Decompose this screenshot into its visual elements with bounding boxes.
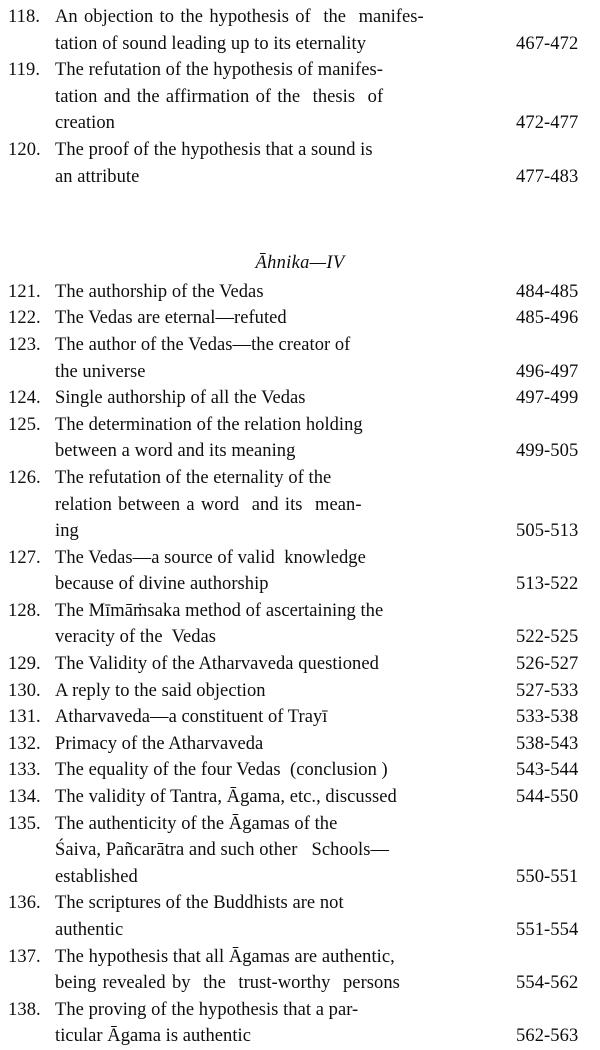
section-spacer	[0, 190, 600, 250]
toc-entry-title: tation and the affirmation of the thesis of	[55, 86, 384, 107]
toc-entry[interactable]	[0, 412, 600, 465]
toc-entry-number: 122.	[8, 308, 41, 329]
toc-entry-number: 128.	[8, 600, 41, 621]
toc-entry[interactable]	[0, 385, 600, 412]
toc-entry-line	[0, 137, 600, 164]
toc-entry-line	[0, 31, 600, 58]
toc-entry[interactable]	[0, 465, 600, 545]
toc-entry-title: An objection to the hypothesis of the manifes-	[55, 7, 424, 27]
toc-entry-number: 119.	[8, 60, 41, 81]
toc-entry-number: 121.	[8, 281, 41, 302]
toc-entry-line	[0, 57, 600, 84]
toc-entry-page-range: 485-496	[516, 308, 579, 329]
toc-entry-number: 124.	[8, 388, 41, 409]
toc-entry-page-range: 562-563	[516, 1026, 579, 1047]
toc-entry[interactable]	[0, 137, 600, 190]
toc-entry-page-range: 544-550	[516, 787, 579, 808]
toc-entry-page-range: 497-499	[516, 388, 579, 409]
toc-entry-title: veracity of the Vedas	[55, 627, 217, 648]
toc-entry-title: established	[55, 866, 138, 887]
toc-entry-line	[0, 731, 600, 758]
toc-entry-line	[0, 332, 600, 359]
toc-entry[interactable]	[0, 731, 600, 758]
toc-entry[interactable]	[0, 997, 600, 1050]
toc-entry-page-range: 543-544	[516, 760, 579, 781]
toc-entry-line	[0, 385, 600, 412]
toc-entry-line	[0, 279, 600, 306]
toc-entry-number: 132.	[8, 733, 41, 754]
toc-entry-title: The hypothesis that all Āgamas are authentic,	[55, 946, 395, 967]
toc-entry-page-range: 533-538	[516, 707, 579, 728]
toc-entry-line	[0, 1023, 600, 1050]
toc-entry-line	[0, 997, 600, 1024]
toc-entry-page-range: 505-513	[516, 521, 579, 542]
toc-entry[interactable]	[0, 704, 600, 731]
toc-entry-title: The validity of Tantra, Āgama, etc., discussed	[55, 787, 397, 808]
toc-entry-title: The Mīmāṁsaka method of ascertaining the	[55, 600, 384, 621]
toc-entry-page-range: 522-525	[516, 627, 579, 648]
toc-entry-number: 118.	[8, 7, 41, 27]
toc-entry-title: The refutation of the eternality of the	[55, 467, 332, 488]
toc-entry-title: The scriptures of the Buddhists are not	[55, 893, 344, 914]
toc-entry-line	[0, 890, 600, 917]
table-of-contents	[0, 4, 600, 1050]
toc-entry-title: ticular Āgama is authentic	[55, 1026, 251, 1047]
toc-entry-title: authentic	[55, 920, 124, 940]
toc-entry-title: being revealed by the trust-worthy persons	[55, 973, 400, 994]
toc-entry-number: 131.	[8, 707, 41, 728]
toc-entry-number: 130.	[8, 680, 41, 701]
toc-entry-number: 138.	[8, 999, 41, 1020]
toc-entry-number: 133.	[8, 760, 41, 781]
toc-entry[interactable]	[0, 305, 600, 332]
toc-entry-page-range: 472-477	[516, 113, 579, 134]
toc-entry-title: an attribute	[55, 166, 140, 187]
toc-entry-line	[0, 518, 600, 545]
toc-entry-line	[0, 305, 600, 332]
toc-entry-line	[0, 545, 600, 572]
toc-entry-number: 126.	[8, 467, 41, 488]
toc-entry[interactable]	[0, 279, 600, 306]
toc-entry-line	[0, 704, 600, 731]
toc-entry-line	[0, 164, 600, 191]
toc-entry[interactable]	[0, 332, 600, 385]
toc-entry-line	[0, 359, 600, 386]
toc-entry[interactable]	[0, 784, 600, 811]
toc-entry-number: 134.	[8, 787, 41, 808]
toc-entry-title: Atharvaveda—a constituent of Trayī	[55, 707, 328, 728]
toc-entry-title: The refutation of the hypothesis of manifes-	[55, 60, 383, 81]
toc-entry-title: The authorship of the Vedas	[55, 281, 264, 302]
toc-entry-line	[0, 110, 600, 137]
toc-entry-page-range: 538-543	[516, 733, 579, 754]
toc-entry-line	[0, 678, 600, 705]
toc-entry[interactable]	[0, 757, 600, 784]
toc-entry[interactable]	[0, 678, 600, 705]
toc-entry-line	[0, 84, 600, 111]
toc-entry-line	[0, 651, 600, 678]
toc-entry-page-range: 551-554	[516, 920, 579, 940]
toc-entry[interactable]	[0, 545, 600, 598]
toc-entry-title: The Vedas are eternal—refuted	[55, 308, 287, 329]
toc-entry-line	[0, 757, 600, 784]
toc-entry-title: The authenticity of the Āgamas of the	[55, 813, 338, 834]
toc-entry-line	[0, 784, 600, 811]
toc-entry-line	[0, 944, 600, 971]
toc-entry-title: Śaiva, Pañcarātra and such other Schools—	[55, 840, 390, 861]
toc-entry-line	[0, 811, 600, 838]
toc-entry-title: Primacy of the Atharvaveda	[55, 733, 264, 754]
toc-entry-title: the universe	[55, 361, 146, 382]
toc-entry-number: 137.	[8, 946, 41, 967]
section-heading: Āhnika—IV	[255, 253, 345, 274]
toc-entry-line	[0, 412, 600, 439]
toc-entry-number: 129.	[8, 654, 41, 675]
toc-entry-page-range: 467-472	[516, 33, 579, 54]
toc-entry-line	[0, 465, 600, 492]
toc-entry-title: A reply to the said objection	[55, 680, 266, 701]
toc-entry-page-range: 554-562	[516, 973, 579, 994]
toc-entry-title: The Validity of the Atharvaveda questioned	[55, 654, 379, 675]
section-heading-container	[0, 250, 600, 277]
toc-entry-page-range: 496-497	[516, 361, 579, 382]
toc-entry-line	[0, 571, 600, 598]
toc-entry-title: between a word and its meaning	[55, 441, 296, 462]
toc-entry[interactable]	[0, 57, 600, 137]
toc-entry-title: The equality of the four Vedas (conclusion )	[55, 760, 388, 781]
toc-entry-number: 136.	[8, 893, 41, 914]
toc-entry[interactable]	[0, 890, 600, 943]
toc-entry-line	[0, 837, 600, 864]
toc-entry-title: relation between a word and its mean-	[55, 494, 362, 515]
toc-entry-title: The Vedas—a source of valid knowledge	[55, 547, 366, 568]
toc-entry-page-range: 526-527	[516, 654, 579, 675]
toc-entry-title: The proof of the hypothesis that a sound is	[55, 139, 373, 160]
toc-entry-number: 120.	[8, 139, 41, 160]
toc-entry-line	[0, 598, 600, 625]
toc-entry-page-range: 513-522	[516, 574, 579, 595]
toc-entry-number: 125.	[8, 414, 41, 435]
toc-entry-page-range: 484-485	[516, 281, 579, 302]
toc-entry-page-range: 550-551	[516, 866, 579, 887]
toc-entry-title: The determination of the relation holding	[55, 414, 363, 435]
toc-entry-title: tation of sound leading up to its eternality	[55, 33, 366, 54]
toc-entry-number: 135.	[8, 813, 41, 834]
toc-entry[interactable]	[0, 651, 600, 678]
toc-entry-line	[0, 4, 600, 31]
toc-entry-title: creation	[55, 113, 115, 134]
toc-entry-title: The proving of the hypothesis that a par-	[55, 999, 359, 1020]
toc-entry[interactable]	[0, 944, 600, 997]
toc-entry-line	[0, 917, 600, 944]
toc-entry-title: ing	[55, 521, 79, 542]
toc-entry-title: The author of the Vedas—the creator of	[55, 334, 351, 355]
toc-entry-title: because of divine authorship	[55, 574, 269, 595]
toc-entry[interactable]	[0, 4, 600, 57]
toc-entry-page-range: 477-483	[516, 166, 579, 187]
toc-entry[interactable]	[0, 598, 600, 651]
toc-entry[interactable]	[0, 811, 600, 891]
toc-entry-line	[0, 970, 600, 997]
toc-entry-page-range: 527-533	[516, 680, 579, 701]
toc-entry-number: 123.	[8, 334, 41, 355]
toc-entry-number: 127.	[8, 547, 41, 568]
toc-entry-line	[0, 624, 600, 651]
toc-entry-line	[0, 864, 600, 891]
toc-entry-page-range: 499-505	[516, 441, 579, 462]
toc-entry-line	[0, 438, 600, 465]
toc-entry-line	[0, 492, 600, 519]
toc-entry-title: Single authorship of all the Vedas	[55, 388, 306, 409]
